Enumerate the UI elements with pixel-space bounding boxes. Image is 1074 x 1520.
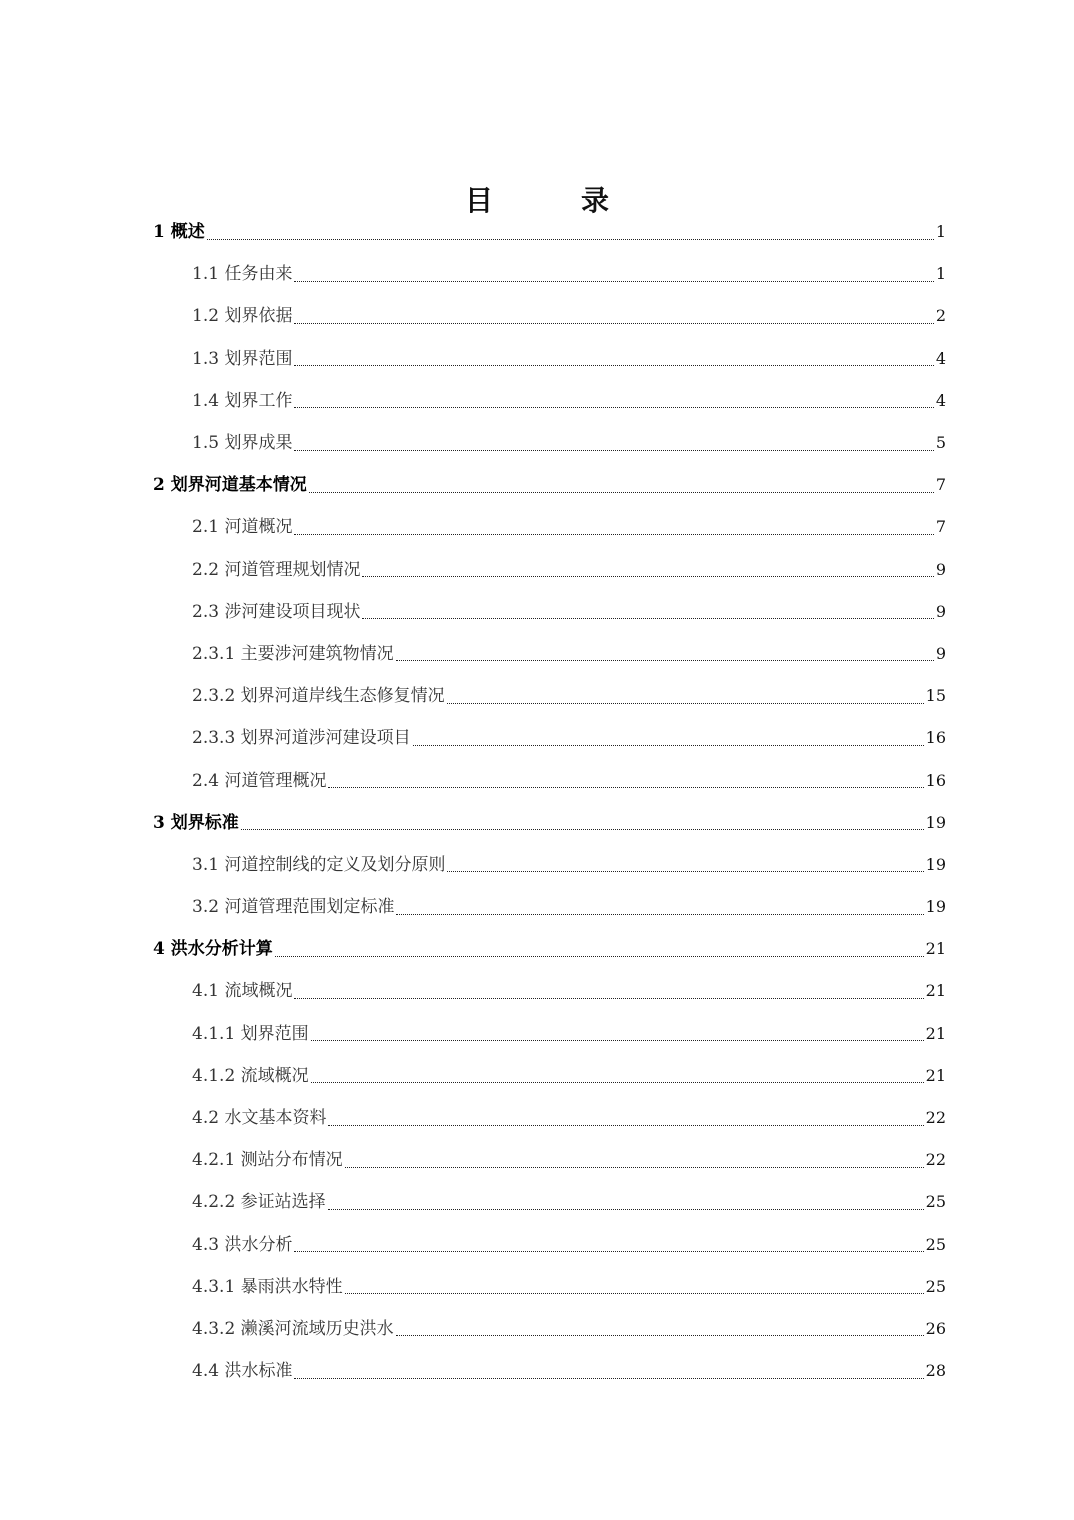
- toc-dot-leader: [447, 703, 924, 704]
- toc-entry-page-number: 19: [925, 854, 946, 874]
- toc-entry-label: 4 洪水分析计算: [153, 939, 273, 960]
- toc-dot-leader: [207, 239, 934, 240]
- toc-entry[interactable]: [0, 633, 1074, 675]
- toc-entry-page-number: 1: [935, 264, 946, 284]
- toc-entry-label: 3.1 河道控制线的定义及划分原则: [192, 854, 446, 875]
- toc-entry-page-number: 7: [935, 517, 946, 537]
- toc-entry-label: 4.2.1 测站分布情况: [192, 1150, 343, 1171]
- toc-entry-page-number: 28: [925, 1361, 946, 1381]
- toc-entry-label: 2 划界河道基本情况: [153, 475, 307, 496]
- toc-dot-leader: [362, 576, 933, 577]
- toc-entry[interactable]: [0, 1308, 1074, 1350]
- toc-entry-label: 4.3.2 濑溪河流域历史洪水: [192, 1318, 394, 1339]
- table-of-contents: [0, 211, 1074, 1392]
- toc-entry-page-number: 19: [925, 897, 946, 917]
- toc-dot-leader: [294, 407, 933, 408]
- toc-entry-label: 4.3 洪水分析: [192, 1234, 293, 1255]
- toc-entry-page-number: 26: [925, 1318, 946, 1338]
- toc-dot-leader: [328, 1209, 924, 1210]
- toc-entry-page-number: 4: [935, 390, 946, 410]
- toc-entry-label: 1.2 划界依据: [192, 306, 293, 327]
- toc-entry-label: 1 概述: [153, 222, 205, 243]
- toc-dot-leader: [275, 956, 924, 957]
- toc-entry[interactable]: [0, 759, 1074, 801]
- toc-entry-page-number: 4: [935, 348, 946, 368]
- toc-entry-label: 2.4 河道管理概况: [192, 770, 327, 791]
- toc-dot-leader: [294, 1251, 923, 1252]
- toc-dot-leader: [396, 914, 923, 915]
- toc-entry[interactable]: [0, 1350, 1074, 1392]
- toc-entry[interactable]: [0, 1181, 1074, 1223]
- toc-entry-page-number: 16: [925, 770, 946, 790]
- toc-entry[interactable]: [0, 295, 1074, 337]
- toc-entry-page-number: 21: [925, 939, 946, 959]
- toc-entry[interactable]: [0, 1097, 1074, 1139]
- page-title: 目 录: [464, 183, 639, 217]
- toc-dot-leader: [294, 1378, 923, 1379]
- toc-entry-page-number: 21: [925, 981, 946, 1001]
- toc-entry-page-number: 16: [925, 728, 946, 748]
- toc-entry-label: 4.2 水文基本资料: [192, 1108, 327, 1129]
- toc-entry[interactable]: [0, 338, 1074, 380]
- toc-entry[interactable]: [0, 591, 1074, 633]
- toc-entry-label: 2.3.3 划界河道涉河建设项目: [192, 728, 411, 749]
- toc-entry[interactable]: [0, 928, 1074, 970]
- toc-entry-label: 4.1 流域概况: [192, 981, 293, 1002]
- toc-entry[interactable]: [0, 1266, 1074, 1308]
- toc-entry-page-number: 5: [935, 433, 946, 453]
- toc-entry[interactable]: [0, 970, 1074, 1012]
- toc-entry[interactable]: [0, 506, 1074, 548]
- toc-dot-leader: [396, 1335, 924, 1336]
- toc-entry-label: 4.3.1 暴雨洪水特性: [192, 1276, 343, 1297]
- toc-entry-label: 2.1 河道概况: [192, 517, 293, 538]
- toc-entry-page-number: 9: [935, 643, 946, 663]
- toc-entry-label: 4.2.2 参证站选择: [192, 1192, 326, 1213]
- toc-dot-leader: [413, 745, 924, 746]
- toc-entry[interactable]: [0, 1139, 1074, 1181]
- toc-dot-leader: [294, 534, 933, 535]
- toc-entry-page-number: 2: [935, 306, 946, 326]
- toc-entry-page-number: 25: [925, 1234, 946, 1254]
- toc-entry[interactable]: [0, 1224, 1074, 1266]
- toc-entry-page-number: 9: [935, 559, 946, 579]
- toc-dot-leader: [328, 1125, 923, 1126]
- toc-entry-label: 1.3 划界范围: [192, 348, 293, 369]
- toc-entry-page-number: 1: [935, 222, 946, 242]
- toc-dot-leader: [328, 787, 923, 788]
- toc-entry[interactable]: [0, 717, 1074, 759]
- toc-dot-leader: [396, 660, 934, 661]
- toc-entry-page-number: 7: [935, 475, 946, 495]
- toc-entry-label: 2.3.2 划界河道岸线生态修复情况: [192, 686, 445, 707]
- toc-dot-leader: [294, 281, 933, 282]
- toc-entry-label: 2.3 涉河建设项目现状: [192, 601, 361, 622]
- toc-dot-leader: [294, 450, 933, 451]
- toc-entry[interactable]: [0, 211, 1074, 253]
- toc-entry-page-number: 15: [925, 686, 946, 706]
- toc-entry-page-number: 21: [925, 1023, 946, 1043]
- toc-dot-leader: [311, 1082, 924, 1083]
- toc-entry-label: 1.5 划界成果: [192, 433, 293, 454]
- toc-dot-leader: [362, 618, 933, 619]
- toc-entry[interactable]: [0, 549, 1074, 591]
- toc-entry-label: 2.2 河道管理规划情况: [192, 559, 361, 580]
- toc-entry-page-number: 9: [935, 601, 946, 621]
- toc-entry-page-number: 22: [925, 1108, 946, 1128]
- toc-entry-label: 3 划界标准: [153, 812, 239, 833]
- toc-entry-page-number: 25: [925, 1192, 946, 1212]
- toc-entry-page-number: 22: [925, 1150, 946, 1170]
- toc-entry-label: 1.1 任务由来: [192, 264, 293, 285]
- toc-entry-page-number: 21: [925, 1065, 946, 1085]
- toc-entry[interactable]: [0, 886, 1074, 928]
- toc-entry[interactable]: [0, 844, 1074, 886]
- toc-entry-label: 4.1.1 划界范围: [192, 1023, 309, 1044]
- toc-entry[interactable]: [0, 675, 1074, 717]
- toc-entry[interactable]: [0, 253, 1074, 295]
- toc-dot-leader: [294, 365, 933, 366]
- toc-entry-page-number: 19: [925, 812, 946, 832]
- toc-dot-leader: [294, 323, 933, 324]
- toc-entry[interactable]: [0, 380, 1074, 422]
- toc-entry-page-number: 25: [925, 1276, 946, 1296]
- toc-entry-label: 3.2 河道管理范围划定标准: [192, 897, 395, 918]
- toc-entry[interactable]: [0, 1013, 1074, 1055]
- toc-entry[interactable]: [0, 1055, 1074, 1097]
- toc-dot-leader: [294, 998, 923, 999]
- toc-entry-label: 2.3.1 主要涉河建筑物情况: [192, 643, 394, 664]
- toc-entry[interactable]: [0, 422, 1074, 464]
- toc-entry-label: 4.1.2 流域概况: [192, 1065, 309, 1086]
- toc-dot-leader: [447, 871, 923, 872]
- toc-dot-leader: [309, 492, 934, 493]
- toc-entry-label: 1.4 划界工作: [192, 390, 293, 411]
- toc-entry[interactable]: [0, 464, 1074, 506]
- toc-dot-leader: [241, 829, 924, 830]
- toc-entry[interactable]: [0, 802, 1074, 844]
- toc-dot-leader: [311, 1040, 924, 1041]
- toc-dot-leader: [345, 1167, 924, 1168]
- toc-entry-label: 4.4 洪水标准: [192, 1361, 293, 1382]
- toc-dot-leader: [345, 1293, 924, 1294]
